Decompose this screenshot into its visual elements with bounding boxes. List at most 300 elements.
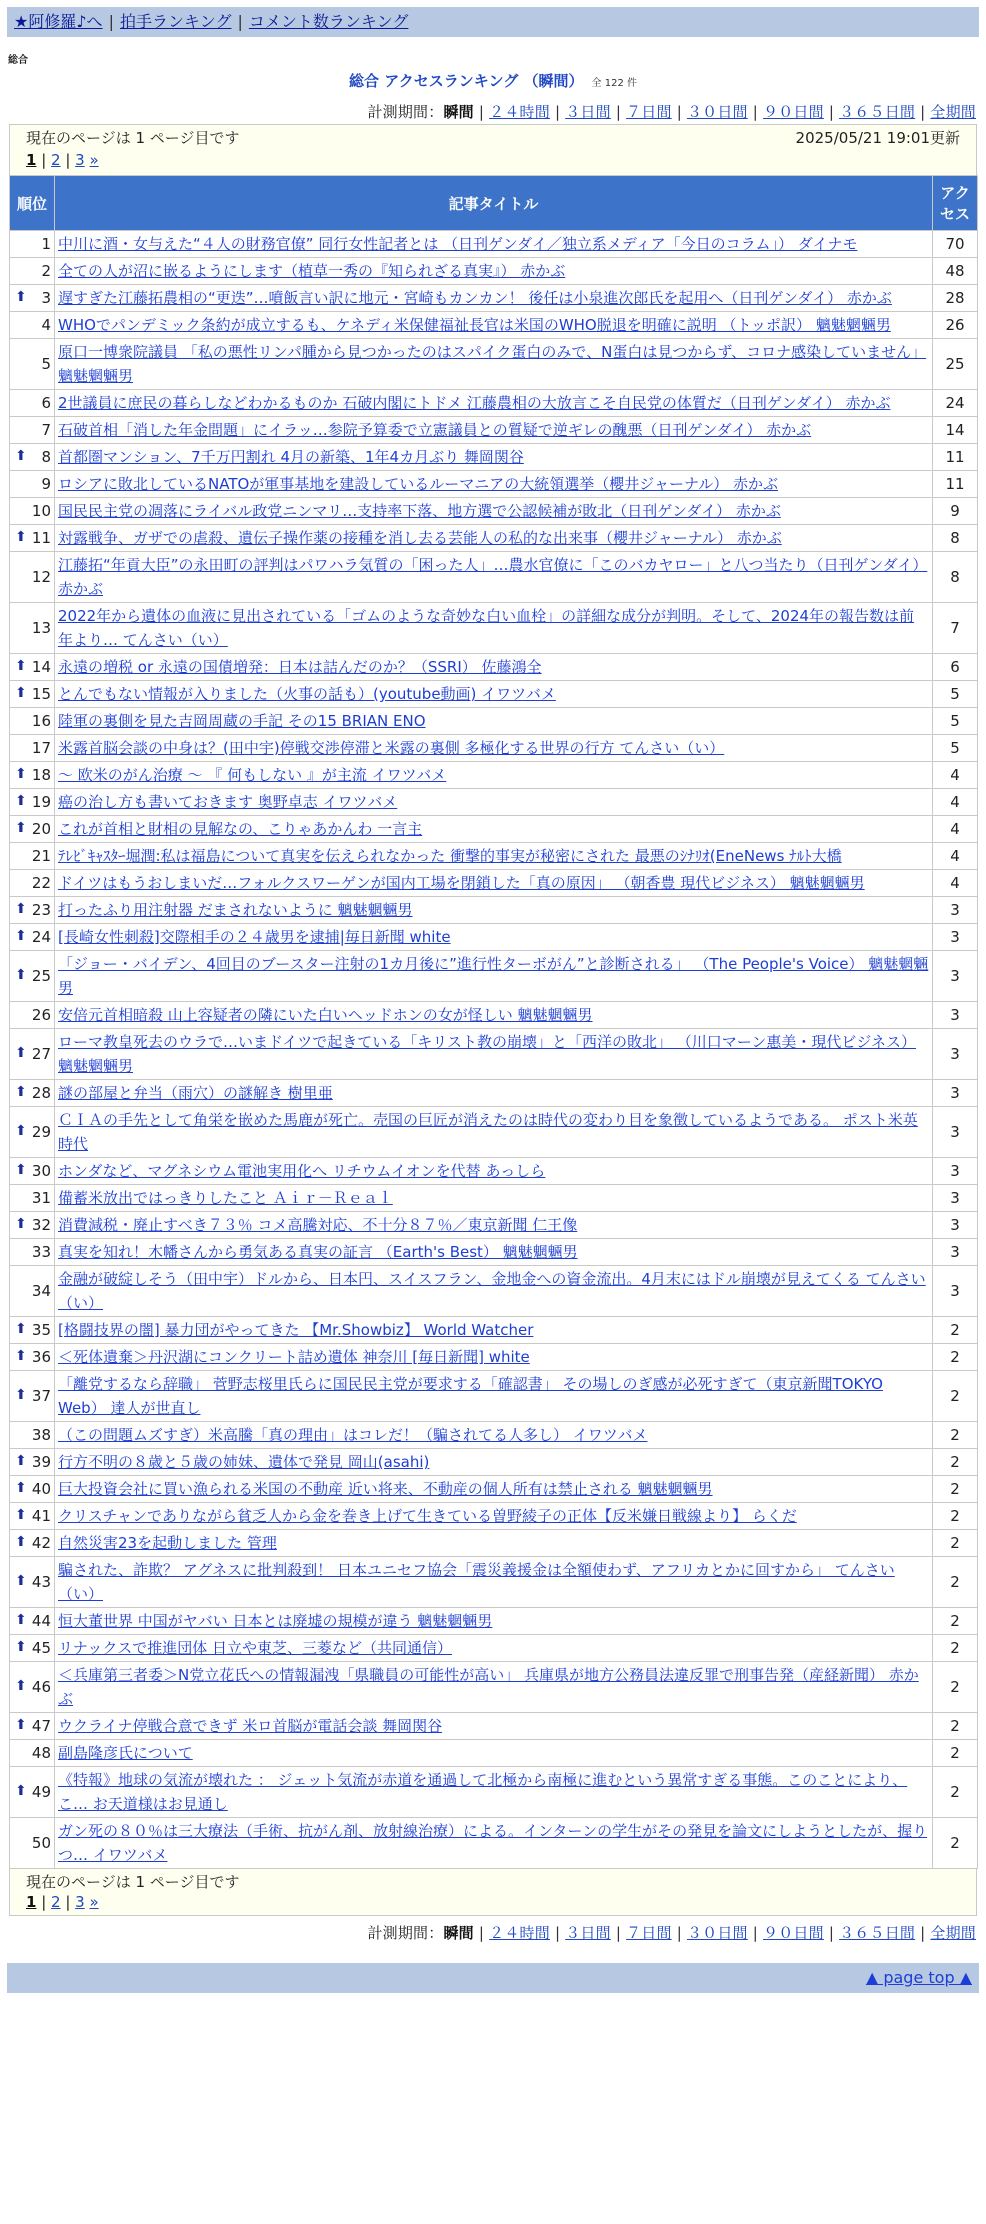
rank-number: 44 bbox=[31, 1612, 51, 1630]
article-link[interactable]: 癌の治し方も書いておきます 奥野卓志 イワツバメ bbox=[58, 793, 398, 811]
rank-number: 36 bbox=[31, 1348, 51, 1366]
rank-number: 18 bbox=[31, 766, 51, 784]
article-link[interactable]: ＜死体遺棄＞丹沢湖にコンクリート詰め遺体 神奈川 [毎日新聞] white bbox=[58, 1348, 530, 1366]
page-info-top bbox=[9, 124, 977, 175]
title-cell bbox=[55, 1767, 933, 1818]
pager-link[interactable]: 2 bbox=[51, 151, 61, 169]
article-link[interactable]: 米露首脳会談の中身は？(田中宇)停戦交渉停滞と米露の裏側 多極化する世界の行方 てんさい（い） bbox=[58, 739, 725, 757]
rank-cell bbox=[10, 1107, 55, 1158]
arrow-up-icon: ⬆ bbox=[15, 448, 27, 464]
rank-cell bbox=[10, 1818, 55, 1869]
title-cell bbox=[55, 1503, 933, 1530]
divider: | bbox=[237, 12, 243, 31]
pager-current: 1 bbox=[26, 151, 37, 169]
article-link[interactable]: ホンダなど、マグネシウム電池実用化へ リチウムイオンを代替 あっしら bbox=[58, 1162, 546, 1180]
article-link[interactable]: [長崎女性刺殺]交際相手の２４歳男を逮捕|毎日新聞 white bbox=[58, 928, 451, 946]
pager-link[interactable]: 3 bbox=[75, 151, 85, 169]
title-cell bbox=[55, 735, 933, 762]
updated-timestamp: 2025/05/21 19:01更新 bbox=[795, 129, 960, 147]
table-row bbox=[10, 339, 978, 390]
rank-cell bbox=[10, 1662, 55, 1713]
period-selector bbox=[0, 1922, 976, 1943]
arrow-up-icon: ⬆ bbox=[15, 1573, 27, 1589]
access-count: 28 bbox=[933, 285, 978, 312]
rank-number: 1 bbox=[41, 235, 51, 253]
period-link[interactable]: ３０日間 bbox=[686, 103, 748, 121]
table-row bbox=[10, 1080, 978, 1107]
rank-number: 38 bbox=[31, 1426, 51, 1444]
rank-number: 22 bbox=[31, 874, 51, 892]
article-link[interactable]: 謎の部屋と弁当（雨穴）の謎解き 樹里亜 bbox=[58, 1084, 333, 1102]
access-count: 3 bbox=[933, 897, 978, 924]
article-link[interactable]: ウクライナ停戦合意できず 米ロ首脳が電話会談 舞岡関谷 bbox=[58, 1717, 443, 1735]
rank-cell bbox=[10, 1266, 55, 1317]
table-row bbox=[10, 1185, 978, 1212]
rank-number: 5 bbox=[41, 355, 51, 373]
article-link[interactable]: 江藤拓“年貢大臣”の永田町の評判はパワハラ気質の「困った人」…農水官僚に「このバカヤロー」と八つ当たり（日刊ゲンダイ） 赤かぶ bbox=[58, 556, 928, 598]
table-row bbox=[10, 1029, 978, 1080]
table-row bbox=[10, 1713, 978, 1740]
pager-link[interactable]: 2 bbox=[51, 1893, 61, 1911]
period-link[interactable]: ３６５日間 bbox=[839, 1924, 916, 1942]
table-row bbox=[10, 843, 978, 870]
arrow-up-icon: ⬆ bbox=[15, 1084, 27, 1100]
rank-number: 28 bbox=[31, 1084, 51, 1102]
title-cell bbox=[55, 552, 933, 603]
table-row bbox=[10, 390, 978, 417]
table-row bbox=[10, 1002, 978, 1029]
title-cell bbox=[55, 603, 933, 654]
article-link[interactable]: ロシアに敗北しているNATOが軍事基地を建設しているルーマニアの大統領選挙（櫻井ジャーナル） 赤かぶ bbox=[58, 475, 779, 493]
comment-ranking-link[interactable]: コメント数ランキング bbox=[248, 12, 409, 31]
rank-cell bbox=[10, 1029, 55, 1080]
article-link[interactable]: （この問題ムズすぎ）米高騰「真の理由」はコレだ！（騙されてる人多し） イワツバメ bbox=[58, 1426, 648, 1444]
rank-cell bbox=[10, 1767, 55, 1818]
table-row bbox=[10, 789, 978, 816]
access-count: 3 bbox=[933, 1080, 978, 1107]
rank-cell bbox=[10, 1449, 55, 1476]
title-cell bbox=[55, 285, 933, 312]
access-count: 2 bbox=[933, 1608, 978, 1635]
access-count: 5 bbox=[933, 735, 978, 762]
rank-number: 14 bbox=[31, 658, 51, 676]
rank-number: 42 bbox=[31, 1534, 51, 1552]
access-count: 5 bbox=[933, 681, 978, 708]
divider: | bbox=[615, 103, 622, 121]
period-current: 瞬間 bbox=[443, 1924, 474, 1942]
article-link[interactable]: 自然災害23を起動しました 管理 bbox=[58, 1534, 277, 1552]
rank-cell bbox=[10, 231, 55, 258]
title-cell bbox=[55, 897, 933, 924]
rank-number: 16 bbox=[31, 712, 51, 730]
period-current: 瞬間 bbox=[443, 103, 474, 121]
article-link[interactable]: ガン死の８０％は三大療法（手術、抗がん剤、放射線治療）による。インターンの学生がその発見を論文にしようとしたが、握りつ… イワツバメ bbox=[58, 1822, 928, 1864]
arrow-up-icon: ⬆ bbox=[15, 1123, 27, 1139]
access-count: 3 bbox=[933, 1107, 978, 1158]
title-cell bbox=[55, 1107, 933, 1158]
period-link[interactable]: ３０日間 bbox=[686, 1924, 748, 1942]
rank-cell bbox=[10, 897, 55, 924]
rank-cell bbox=[10, 1422, 55, 1449]
article-link[interactable]: 恒大董世界 中国がヤバい 日本とは廃墟の規模が違う 魑魅魍魎男 bbox=[58, 1612, 493, 1630]
table-row bbox=[10, 1422, 978, 1449]
title-cell bbox=[55, 1608, 933, 1635]
current-page-text: 現在のページは 1 ページ目です bbox=[26, 129, 240, 147]
rank-number: 19 bbox=[31, 793, 51, 811]
access-count: 2 bbox=[933, 1635, 978, 1662]
rank-number: 10 bbox=[31, 502, 51, 520]
divider: | bbox=[108, 12, 114, 31]
rank-number: 49 bbox=[31, 1783, 51, 1801]
rank-number: 30 bbox=[31, 1162, 51, 1180]
article-link[interactable]: 安倍元首相暗殺 山上容疑者の隣にいた白いヘッドホンの女が怪しい 魑魅魍魎男 bbox=[58, 1006, 593, 1024]
table-row bbox=[10, 1266, 978, 1317]
rank-cell bbox=[10, 1608, 55, 1635]
pager-link[interactable]: 3 bbox=[75, 1893, 85, 1911]
access-count: 2 bbox=[933, 1422, 978, 1449]
title-cell bbox=[55, 1635, 933, 1662]
divider: | bbox=[60, 151, 76, 169]
title-cell bbox=[55, 924, 933, 951]
article-link[interactable]: 陸軍の裏側を見た吉岡周蔵の手記 その15 BRIAN ENO bbox=[58, 712, 426, 730]
rank-number: 29 bbox=[31, 1123, 51, 1141]
table-row bbox=[10, 735, 978, 762]
access-count: 3 bbox=[933, 1185, 978, 1212]
rank-cell bbox=[10, 1002, 55, 1029]
rank-number: 12 bbox=[31, 568, 51, 586]
title-cell bbox=[55, 1371, 933, 1422]
access-count: 4 bbox=[933, 789, 978, 816]
article-link[interactable]: 「ジョー・バイデン、4回目のブースター注射の1カ月後に”進行性ターボがん”と診断される」 （The People's Voice） 魑魅魍魎男 bbox=[58, 955, 929, 997]
period-link[interactable]: ３日間 bbox=[565, 103, 611, 121]
divider: | bbox=[828, 1924, 835, 1942]
article-link[interactable]: ＣＩＡの手先として角栄を嵌めた馬鹿が死亡。売国の巨匠が消えたのは時代の変わり目を象徴しているようである。 ポスト米英時代 bbox=[58, 1111, 918, 1153]
rank-number: 25 bbox=[31, 967, 51, 985]
access-count: 3 bbox=[933, 924, 978, 951]
article-link[interactable]: 原口一博衆院議員 「私の悪性リンパ腫から見つかったのはスパイク蛋白のみで、N蛋白は見つからず、コロナ感染していません」 魑魅魍魎男 bbox=[58, 343, 927, 385]
title-cell bbox=[55, 1002, 933, 1029]
rank-cell bbox=[10, 681, 55, 708]
article-link[interactable]: 遅すぎた江藤拓農相の“更迭”…噴飯言い訳に地元・宮崎もカンカン！ 後任は小泉進次郎氏を起用へ（日刊ゲンダイ） 赤かぶ bbox=[58, 289, 892, 307]
rank-number: 46 bbox=[31, 1678, 51, 1696]
article-link[interactable]: 「離党するなら辞職」 菅野志桜里氏らに国民民主党が要求する「確認書」 その場しのぎ感が必死すぎて（東京新聞TOKYO Web） 達人が世直し bbox=[58, 1375, 883, 1417]
period-link[interactable]: 全期間 bbox=[930, 103, 976, 121]
total-count: 全 122 件 bbox=[591, 78, 637, 89]
article-link[interactable]: 副島隆彦氏について bbox=[58, 1744, 193, 1762]
rank-cell bbox=[10, 1476, 55, 1503]
col-title-header: 記事タイトル bbox=[55, 176, 933, 231]
arrow-up-icon: ⬆ bbox=[15, 1216, 27, 1232]
ranking-title: 総合 アクセスランキング （瞬間） bbox=[349, 72, 584, 90]
access-count: 3 bbox=[933, 1029, 978, 1080]
table-row bbox=[10, 1344, 978, 1371]
rank-number: 6 bbox=[41, 394, 51, 412]
rank-number: 20 bbox=[31, 820, 51, 838]
table-row bbox=[10, 1212, 978, 1239]
article-link[interactable]: 《特報》地球の気流が壊れた ： ジェット気流が赤道を通過して北極から南極に進むという異常すぎる事態。このことにより、こ… お天道様はお見通し bbox=[58, 1771, 908, 1813]
rank-cell bbox=[10, 1503, 55, 1530]
table-row bbox=[10, 312, 978, 339]
article-link[interactable]: ローマ教皇死去のウラで…いまドイツで起きている「キリスト教の崩壊」と「西洋の敗北」 （川口マーン惠美・現代ビジネス） 魑魅魍魎男 bbox=[58, 1033, 916, 1075]
arrow-up-icon: ⬆ bbox=[15, 658, 27, 674]
period-link[interactable]: ２４時間 bbox=[489, 1924, 550, 1942]
arrow-up-icon: ⬆ bbox=[15, 1480, 27, 1496]
title-cell bbox=[55, 843, 933, 870]
table-row bbox=[10, 816, 978, 843]
divider: | bbox=[752, 1924, 759, 1942]
period-link[interactable]: 全期間 bbox=[930, 1924, 976, 1942]
access-count: 4 bbox=[933, 762, 978, 789]
period-link[interactable]: ９０日間 bbox=[763, 1924, 824, 1942]
table-row bbox=[10, 708, 978, 735]
table-row bbox=[10, 1557, 978, 1608]
table-row bbox=[10, 1449, 978, 1476]
article-link[interactable]: 国民民主党の凋落にライバル政党ニンマリ…支持率下落、地方選で公認候補が敗北（日刊ゲンダイ） 赤かぶ bbox=[58, 502, 781, 520]
rank-number: 41 bbox=[31, 1507, 51, 1525]
access-count: 8 bbox=[933, 525, 978, 552]
table-row bbox=[10, 1476, 978, 1503]
pager-current: 1 bbox=[26, 1893, 37, 1911]
access-count: 2 bbox=[933, 1662, 978, 1713]
period-link[interactable]: ７日間 bbox=[626, 103, 672, 121]
rank-cell bbox=[10, 1080, 55, 1107]
rank-number: 37 bbox=[31, 1387, 51, 1405]
period-link[interactable]: ７日間 bbox=[626, 1924, 672, 1942]
table-row bbox=[10, 231, 978, 258]
access-count: 3 bbox=[933, 951, 978, 1002]
access-count: 4 bbox=[933, 843, 978, 870]
genre-label: 総合 bbox=[8, 55, 28, 66]
rank-number: 43 bbox=[31, 1573, 51, 1591]
access-count: 70 bbox=[933, 231, 978, 258]
arrow-up-icon: ⬆ bbox=[15, 820, 27, 836]
table-row bbox=[10, 1608, 978, 1635]
table-row bbox=[10, 654, 978, 681]
title-cell bbox=[55, 339, 933, 390]
rank-number: 35 bbox=[31, 1321, 51, 1339]
rank-number: 50 bbox=[31, 1834, 51, 1852]
rank-cell bbox=[10, 498, 55, 525]
article-link[interactable]: 消費減税・廃止すべき７３％ コメ高騰対応、不十分８７％／東京新聞 仁王像 bbox=[58, 1216, 578, 1234]
table-row bbox=[10, 444, 978, 471]
rank-cell bbox=[10, 1239, 55, 1266]
rank-number: 3 bbox=[41, 289, 51, 307]
pager-next-link[interactable]: » bbox=[89, 1893, 99, 1911]
divider: | bbox=[920, 1924, 926, 1942]
rank-cell bbox=[10, 1740, 55, 1767]
arrow-up-icon: ⬆ bbox=[15, 1717, 27, 1733]
table-row bbox=[10, 498, 978, 525]
article-link[interactable]: 備蓄米放出ではっきりしたこと Ａｉｒ－Ｒｅａｌ bbox=[58, 1189, 393, 1207]
title-cell bbox=[55, 525, 933, 552]
arrow-up-icon: ⬆ bbox=[15, 685, 27, 701]
divider: | bbox=[36, 151, 52, 169]
arrow-up-icon: ⬆ bbox=[15, 1348, 27, 1364]
col-rank-header: 順位 bbox=[10, 176, 55, 231]
table-row bbox=[10, 870, 978, 897]
access-count: 2 bbox=[933, 1371, 978, 1422]
title-cell bbox=[55, 789, 933, 816]
access-count: 48 bbox=[933, 258, 978, 285]
access-count: 24 bbox=[933, 390, 978, 417]
back-to-asyura-link[interactable]: ★阿修羅♪へ bbox=[14, 12, 103, 31]
rank-number: 13 bbox=[31, 619, 51, 637]
divider: | bbox=[828, 103, 835, 121]
article-link[interactable]: 全ての人が沼に嵌るようにします（植草一秀の『知られざる真実』） 赤かぶ bbox=[58, 262, 566, 280]
access-count: 2 bbox=[933, 1503, 978, 1530]
article-link[interactable]: 対露戦争、ガザでの虐殺、遺伝子操作薬の接種を消し去る芸能人の私的な出来事（櫻井ジャーナル） 赤かぶ bbox=[58, 529, 782, 547]
rank-number: 27 bbox=[31, 1045, 51, 1063]
pager bbox=[26, 1893, 960, 1911]
title-cell bbox=[55, 1662, 933, 1713]
period-link[interactable]: ９０日間 bbox=[763, 103, 824, 121]
table-row bbox=[10, 471, 978, 498]
table-row bbox=[10, 525, 978, 552]
rank-number: 23 bbox=[31, 901, 51, 919]
article-link[interactable]: WHOでパンデミック条約が成立するも、ケネディ米保健福祉長官は米国のWHO脱退を明確に説明 （トッポ訳） 魑魅魍魎男 bbox=[58, 316, 891, 334]
table-row bbox=[10, 1317, 978, 1344]
article-link[interactable]: 騙された、詐欺？ アグネスに批判殺到！ 日本ユニセフ協会「震災義援金は全額使わず、アフリカとかに回すから」 てんさい（い） bbox=[58, 1561, 895, 1603]
access-count: 2 bbox=[933, 1317, 978, 1344]
rank-number: 9 bbox=[41, 475, 51, 493]
pager-next-link[interactable]: » bbox=[89, 151, 99, 169]
title-cell bbox=[55, 1212, 933, 1239]
article-link[interactable]: 首都圏マンション、7千万円割れ 4月の新築、1年4カ月ぶり 舞岡関谷 bbox=[58, 448, 524, 466]
rank-cell bbox=[10, 417, 55, 444]
title-cell bbox=[55, 762, 933, 789]
access-count: 3 bbox=[933, 1212, 978, 1239]
access-count: 6 bbox=[933, 654, 978, 681]
article-link[interactable]: 2世議員に庶民の暮らしなどわかるものか 石破内閣にトドメ 江藤農相の大放言こそ自民党の体質だ（日刊ゲンダイ） 赤かぶ bbox=[58, 394, 891, 412]
rank-cell bbox=[10, 1344, 55, 1371]
rank-cell bbox=[10, 390, 55, 417]
title-cell bbox=[55, 312, 933, 339]
article-link[interactable]: 打ったふり用注射器 だまされないように 魑魅魍魎男 bbox=[58, 901, 413, 919]
arrow-up-icon: ⬆ bbox=[15, 1534, 27, 1550]
pager bbox=[26, 149, 960, 171]
title-cell bbox=[55, 390, 933, 417]
arrow-up-icon: ⬆ bbox=[15, 529, 27, 545]
arrow-up-icon: ⬆ bbox=[15, 1045, 27, 1061]
page-top-link[interactable]: ▲ page top ▲ bbox=[865, 1968, 972, 1987]
title-cell bbox=[55, 1266, 933, 1317]
table-row bbox=[10, 1530, 978, 1557]
table-header bbox=[10, 176, 978, 231]
rank-number: 4 bbox=[41, 316, 51, 334]
article-link[interactable]: ＜兵庫第三者委＞N党立花氏への情報漏洩「県職員の可能性が高い」 兵庫県が地方公務員法違反罪で刑事告発（産経新聞） 赤かぶ bbox=[58, 1666, 919, 1708]
rank-cell bbox=[10, 762, 55, 789]
arrow-up-icon: ⬆ bbox=[15, 928, 27, 944]
divider: | bbox=[752, 103, 759, 121]
arrow-up-icon: ⬆ bbox=[15, 1507, 27, 1523]
arrow-up-icon: ⬆ bbox=[15, 793, 27, 809]
rank-cell bbox=[10, 1713, 55, 1740]
article-link[interactable]: 石破首相「消した年金問題」にイラッ…参院予算委で立憲議員との質疑で逆ギレの醜悪（日刊ゲンダイ） 赤かぶ bbox=[58, 421, 812, 439]
title-cell bbox=[55, 258, 933, 285]
rank-cell bbox=[10, 552, 55, 603]
period-link[interactable]: ３日間 bbox=[565, 1924, 611, 1942]
period-selector bbox=[0, 101, 976, 122]
access-count: 2 bbox=[933, 1767, 978, 1818]
article-link[interactable]: リナックスで推進団体 日立や東芝、三菱など（共同通信） bbox=[58, 1639, 453, 1657]
divider: | bbox=[554, 103, 561, 121]
clap-ranking-link[interactable]: 拍手ランキング bbox=[119, 12, 232, 31]
title-cell bbox=[55, 654, 933, 681]
rank-number: 17 bbox=[31, 739, 51, 757]
divider: | bbox=[920, 103, 926, 121]
rank-cell bbox=[10, 285, 55, 312]
table-row bbox=[10, 951, 978, 1002]
access-count: 3 bbox=[933, 1266, 978, 1317]
col-count-header: アクセス bbox=[933, 176, 978, 231]
rank-number: 48 bbox=[31, 1744, 51, 1762]
divider: | bbox=[478, 1924, 485, 1942]
access-count: 2 bbox=[933, 1740, 978, 1767]
period-link[interactable]: ３６５日間 bbox=[839, 103, 916, 121]
article-link[interactable]: とんでもない情報が入りました（火事の話も）(youtube動画) イワツバメ bbox=[58, 685, 556, 703]
access-count: 4 bbox=[933, 816, 978, 843]
article-link[interactable]: ドイツはもうおしまいだ…フォルクスワーゲンが国内工場を閉鎖した「真の原因」 （朝香豊 現代ビジネス） 魑魅魍魎男 bbox=[58, 874, 865, 892]
title-cell bbox=[55, 1449, 933, 1476]
table-row bbox=[10, 1158, 978, 1185]
article-link[interactable]: 永遠の増税 or 永遠の国債増発：日本は詰んだのか？（SSRI） 佐藤鴻全 bbox=[58, 658, 542, 676]
title-cell bbox=[55, 1158, 933, 1185]
divider: | bbox=[615, 1924, 622, 1942]
rank-number: 15 bbox=[31, 685, 51, 703]
article-link[interactable]: [格闘技界の闇] 暴力団がやってきた 【Mr.Showbiz】 World Watcher bbox=[58, 1321, 534, 1339]
rank-cell bbox=[10, 1635, 55, 1662]
table-row bbox=[10, 285, 978, 312]
table-row bbox=[10, 1740, 978, 1767]
title-cell bbox=[55, 681, 933, 708]
article-link[interactable]: ～ 欧米のがん治療 ～ 『 何もしない 』が主流 イワツバメ bbox=[58, 766, 447, 784]
article-link[interactable]: 行方不明の８歳と５歳の姉妹、遺体で発見 岡山(asahi) bbox=[58, 1453, 430, 1471]
access-count: 11 bbox=[933, 444, 978, 471]
table-row bbox=[10, 417, 978, 444]
table-row bbox=[10, 897, 978, 924]
title-cell bbox=[55, 231, 933, 258]
article-link[interactable]: 金融が破綻しそう（田中宇）ドルから、日本円、スイスフラン、金地金への資金流出。4月末にはドル崩壊が見えてくる てんさい（い） bbox=[58, 1270, 926, 1312]
rank-cell bbox=[10, 525, 55, 552]
arrow-up-icon: ⬆ bbox=[15, 1678, 27, 1694]
current-page-text: 現在のページは 1 ページ目です bbox=[26, 1873, 240, 1891]
article-link[interactable]: クリスチャンでありながら貧乏人から金を巻き上げて生きている曽野綾子の正体【反米嫌日戦線より】 らくだ bbox=[58, 1507, 797, 1525]
arrow-up-icon: ⬆ bbox=[15, 901, 27, 917]
article-link[interactable]: ﾃﾚﾋﾞｷｬｽﾀｰ堀潤:私は福島について真実を伝えられなかった 衝撃的事実が秘密にされた 最悪のｼﾅﾘｵ(EneNews ﾅﾙﾄ大橋 bbox=[58, 847, 842, 865]
rank-cell bbox=[10, 1371, 55, 1422]
period-link[interactable]: ２４時間 bbox=[489, 103, 550, 121]
access-count: 3 bbox=[933, 1002, 978, 1029]
access-count: 9 bbox=[933, 498, 978, 525]
rank-number: 11 bbox=[31, 529, 51, 547]
rank-number: 34 bbox=[31, 1282, 51, 1300]
title-cell bbox=[55, 951, 933, 1002]
article-link[interactable]: 真実を知れ！木幡さんから勇気ある真実の証言 （Earth's Best） 魑魅魍魎男 bbox=[58, 1243, 578, 1261]
rank-number: 33 bbox=[31, 1243, 51, 1261]
rank-number: 21 bbox=[31, 847, 51, 865]
rank-cell bbox=[10, 1317, 55, 1344]
title-cell bbox=[55, 1713, 933, 1740]
article-link[interactable]: これが首相と財相の見解なの、こりゃあかんわ 一言主 bbox=[58, 820, 423, 838]
rank-cell bbox=[10, 1530, 55, 1557]
article-link[interactable]: 中川に酒・女与えた“４人の財務官僚” 同行女性記者とは （日刊ゲンダイ／独立系メディア「今日のコラム」） ダイナモ bbox=[58, 235, 858, 253]
rank-cell bbox=[10, 1185, 55, 1212]
access-count: 2 bbox=[933, 1530, 978, 1557]
access-count: 25 bbox=[933, 339, 978, 390]
article-link[interactable]: 2022年から遺体の血液に見出されている「ゴムのような奇妙な白い血栓」の詳細な成分が判明。そして、2024年の報告数は前年より… てんさい（い） bbox=[58, 607, 915, 649]
article-link[interactable]: 巨大投資会社に買い漁られる米国の不動産 近い将来、不動産の個人所有は禁止される 魑魅魍魎男 bbox=[58, 1480, 713, 1498]
rank-number: 40 bbox=[31, 1480, 51, 1498]
